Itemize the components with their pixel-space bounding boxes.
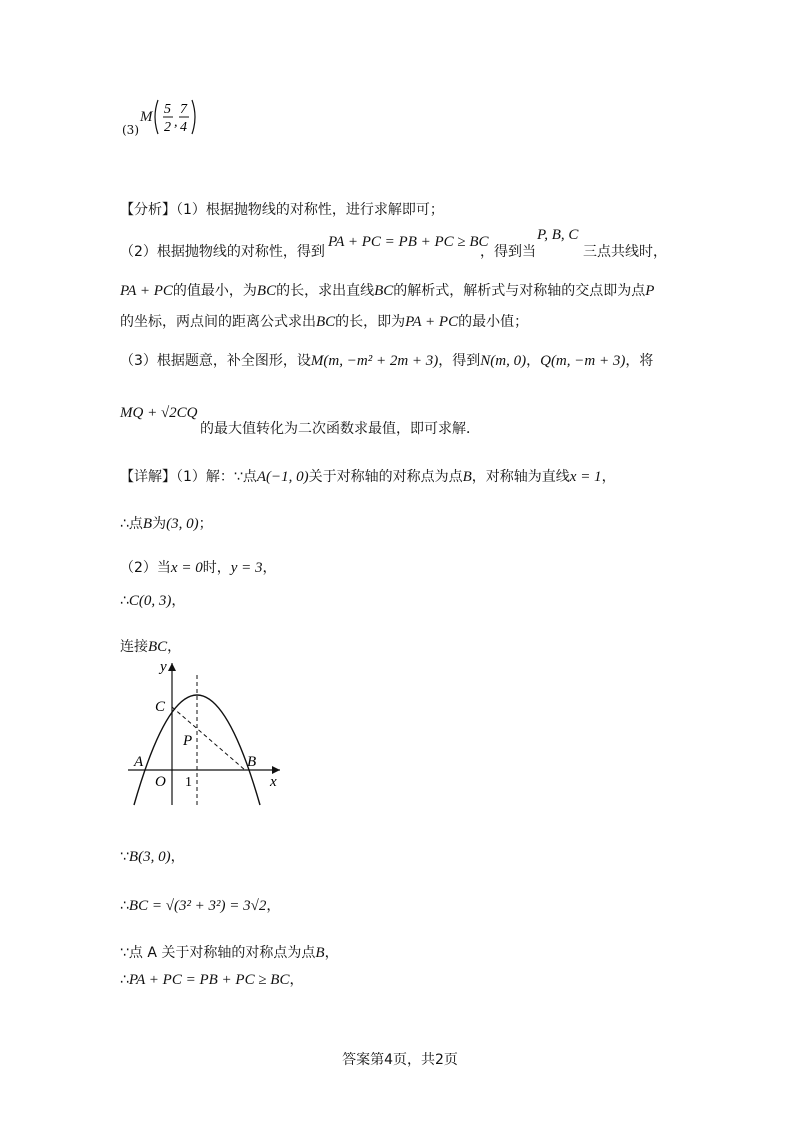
point-c-label: C [155,699,166,715]
svg-text:7: 7 [180,102,187,117]
analysis-p3-formula: MQ + √2CQ [120,405,198,421]
origin-label: O [155,774,166,790]
answer-3-coordinates [150,96,200,138]
y-label: y [160,659,167,675]
point-p-label: P [183,733,193,749]
analysis-p2-line3: 的坐标，两点间的距离公式求出BC的长，即为PA + PC的最小值； [120,314,529,330]
parabola-figure [120,655,290,810]
point-b-label: B [247,754,257,770]
detail-line2: ∴点B为(3, 0)； [120,516,213,532]
answer-3-label: (3) [122,123,139,137]
detail-line9: ∴PA + PC = PB + PC ≥ BC， [120,972,304,988]
detail-line8: ∵点 A 关于对称轴的对称点为点B， [120,945,339,961]
point-a-label: A [134,754,144,770]
analysis-p3-line1: （3）根据题意，补全图形，设M(m, −m² + 2m + 3)，得到N(m, 0)，Q(m, −m + 3)，将 [120,353,654,369]
detail-line3: （2）当x = 0时，y = 3， [120,560,277,576]
analysis-p2-text-c: 三点共线时， [583,244,667,260]
page-footer: 答案第4页，共2页 [342,1052,458,1068]
detail-line1: 【详解】（1）解：∵点A(−1, 0)关于对称轴的对称点为点B，对称轴为直线x = 1， [120,469,616,485]
svg-text:,: , [174,115,178,130]
detail-line4: ∴C(0, 3)， [120,593,186,609]
x-axis-arrow-icon [272,766,280,774]
detail-line6: ∵B(3, 0)， [120,849,185,865]
svg-text:5: 5 [164,102,171,117]
analysis-p2-text-b: ，得到当 [480,244,536,260]
analysis-p2-line2: PA + PC的值最小，为BC的长，求出直线BC的解析式，解析式与对称轴的交点即为点P [120,283,655,299]
svg-text:4: 4 [180,120,187,135]
analysis-p2-points: P, B, C [537,227,579,243]
detail-line5: 连接BC， [120,639,182,655]
answer-3-point: M [140,109,153,125]
tick-one-label: 1 [185,775,192,790]
x-label: x [270,774,277,790]
analysis-p2-formula: PA + PC = PB + PC ≥ BC [328,234,489,250]
detail-line7: ∴BC = √(3² + 3²) = 3√2， [120,898,281,914]
analysis-p2-line1: （2）根据抛物线的对称性，得到 [120,244,325,260]
analysis-heading: 【分析】（1）根据抛物线的对称性，进行求解即可； [120,202,444,218]
y-axis-arrow-icon [168,663,176,671]
svg-text:2: 2 [164,120,171,135]
analysis-p3-line2: 的最大值转化为二次函数求最值，即可求解． [200,421,480,437]
